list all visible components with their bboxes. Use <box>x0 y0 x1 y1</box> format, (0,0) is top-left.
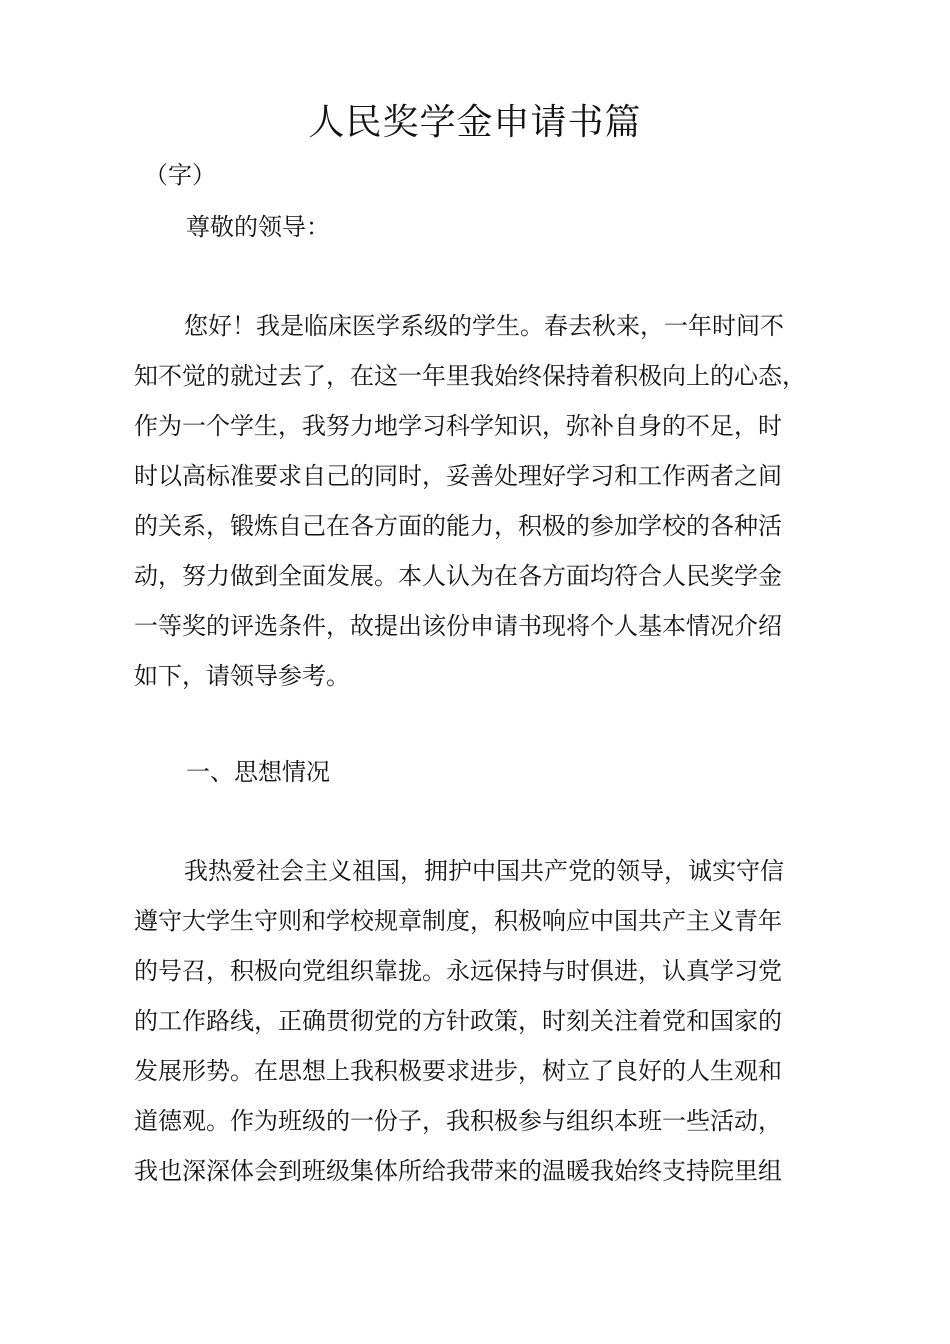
paragraph-line: 一等奖的评选条件，故提出该份申请书现将个人基本情况介绍 <box>134 612 782 640</box>
paragraph-line: 知不觉的就过去了，在这一年里我始终保持着积极向上的心态， <box>134 362 806 390</box>
paragraph-line: 的工作路线，正确贯彻党的方针政策，时刻关注着党和国家的 <box>134 1007 782 1035</box>
paragraph-line: 作为一个学生，我努力地学习科学知识，弥补自身的不足，时 <box>134 412 782 440</box>
paragraph-line: 我热爱社会主义祖国，拥护中国共产党的领导，诚实守信 <box>184 857 784 885</box>
paragraph-line: 如下，请领导参考。 <box>134 662 350 690</box>
paragraph-introduction <box>134 301 834 701</box>
paragraph-line: 道德观。作为班级的一份子，我积极参与组织本班一些活动， <box>134 1107 782 1135</box>
document-title: 人民奖学金申请书篇 <box>308 102 642 143</box>
paragraph-line: 您好！我是临床医学系级的学生。春去秋来，一年时间不 <box>184 312 784 340</box>
paragraph-line: 的关系，锻炼自己在各方面的能力，积极的参加学校的各种活 <box>134 512 782 540</box>
paragraph-ideology <box>134 846 834 1196</box>
paragraph-line: 发展形势。在思想上我积极要求进步，树立了良好的人生观和 <box>134 1057 782 1085</box>
document-subtitle: （字） <box>144 161 216 189</box>
paragraph-line: 的号召，积极向党组织靠拢。永远保持与时俱进，认真学习党 <box>134 957 782 985</box>
paragraph-line: 动，努力做到全面发展。本人认为在各方面均符合人民奖学金 <box>134 562 782 590</box>
paragraph-line: 我也深深体会到班级集体所给我带来的温暖我始终支持院里组 <box>134 1157 782 1185</box>
paragraph-line: 遵守大学生守则和学校规章制度，积极响应中国共产主义青年 <box>134 907 782 935</box>
section-heading-ideology: 一、思想情况 <box>186 758 330 786</box>
salutation: 尊敬的领导： <box>186 213 330 241</box>
paragraph-line: 时以高标准要求自己的同时，妥善处理好学习和工作两者之间 <box>134 462 782 490</box>
